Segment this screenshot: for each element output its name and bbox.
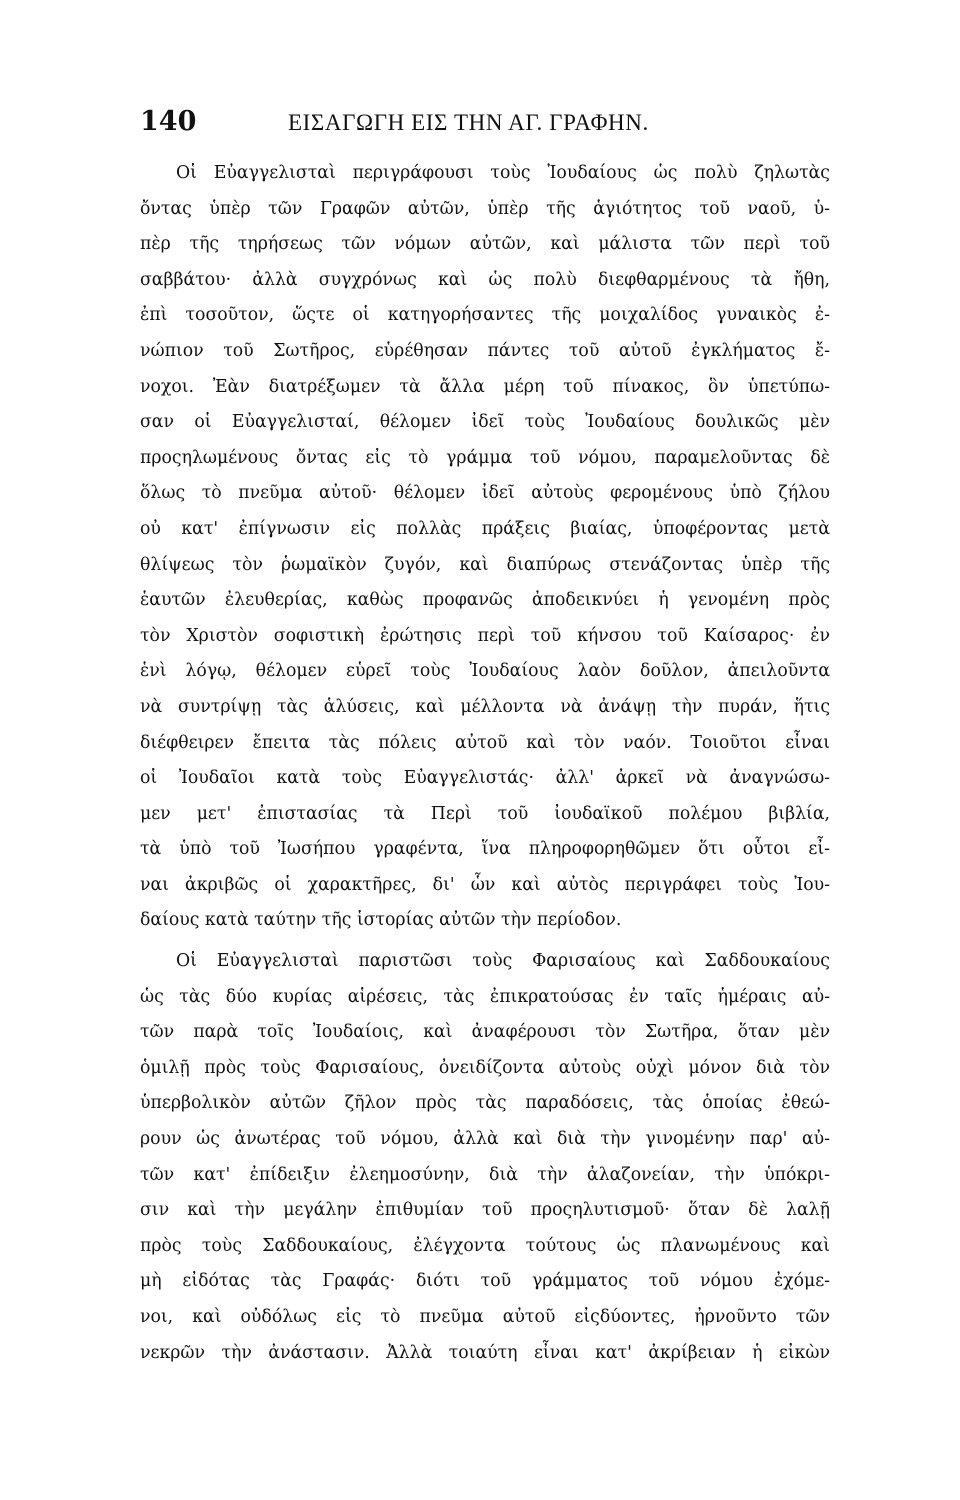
paragraph <box>140 944 830 1371</box>
text-line: νεκρῶν τὴν ἀνάστασιν. Ἀλλὰ τοιαύτη εἶναι κατ' ἀκρίβειαν ἡ εἰκὼν <box>140 1342 830 1363</box>
text-line: δαίους κατὰ ταύτην τῆς ἱστορίας αὐτῶν τὴν περίοδον. <box>140 910 622 931</box>
text-line: πὲρ τῆς τηρήσεως τῶν νόμων αὐτῶν, καὶ μάλιστα τῶν περὶ τοῦ <box>140 234 830 255</box>
text-line: τὸν Χριστὸν σοφιστικὴ ἐρώτησις περὶ τοῦ κήνσου τοῦ Καίσαρος· ἐν <box>140 625 830 646</box>
text-line: οἱ Ἰουδαῖοι κατὰ τοὺς Εὐαγγελιστάς· ἀλλ' ἀρκεῖ νὰ ἀναγνώσω- <box>140 768 830 789</box>
text-line: ἑαυτῶν ἐλευθερίας, καθὼς προφανῶς ἀποδεικνύει ἡ γενομένη πρὸς <box>140 590 830 611</box>
text-line: πρὸς τοὺς Σαδδουκαίους, ἐλέγχοντα τούτους ὡς πλανωμένους καὶ <box>140 1235 830 1256</box>
text-line: Οἱ Εὐαγγελισταὶ περιγράφουσι τοὺς Ἰουδαίους ὡς πολὺ ζηλωτὰς <box>176 163 830 183</box>
text-line: ὅλως τὸ πνεῦμα αὐτοῦ· θέλομεν ἰδεῖ αὐτοὺς φερομένους ὑπὸ ζήλου <box>140 483 830 504</box>
text-line: θλίψεως τὸν ῥωμαϊκὸν ζυγόν, καὶ διαπύρως στενάζοντας ὑπὲρ τῆς <box>140 554 830 575</box>
text-line: ὁμιλῇ πρὸς τοὺς Φαρισαίους, ὀνειδίζοντα αὐτοὺς οὐχὶ μόνον διὰ τὸν <box>140 1057 830 1078</box>
text-line: σαν οἱ Εὐαγγελισταί, θέλομεν ἰδεῖ τοὺς Ἰουδαίους δουλικῶς μὲν <box>140 412 830 433</box>
body-text <box>140 156 830 1371</box>
running-title: ΕΙΣΑΓΩΓΗ ΕΙΣ ΤΗΝ ΑΓ. ΓΡΑΦΗΝ. <box>288 110 649 135</box>
text-line: νοι, καὶ οὐδόλως εἰς τὸ πνεῦμα αὐτοῦ εἰςδύοντες, ἠρνοῦντο τῶν <box>140 1307 830 1327</box>
text-line: ἑνὶ λόγῳ, θέλομεν εὑρεῖ τοὺς Ἰουδαίους λαὸν δοῦλον, ἀπειλοῦντα <box>140 661 830 682</box>
text-line: μεν μετ' ἐπιστασίας τὰ Περὶ τοῦ ἰουδαϊκοῦ πολέμου βιβλία, <box>140 803 830 824</box>
text-line: ναι ἀκριβῶς οἱ χαρακτῆρες, δι' ὧν καὶ αὐτὸς περιγράφει τοὺς Ἰου- <box>140 874 830 895</box>
text-line: Οἱ Εὐαγγελισταὶ παριστῶσι τοὺς Φαρισαίους καὶ Σαδδουκαίους <box>176 951 830 972</box>
text-line: τὰ ὑπὸ τοῦ Ἰωσήπου γραφέντα, ἵνα πληροφορηθῶμεν ὅτι οὗτοι εἶ- <box>140 839 830 860</box>
text-line: διέφθειρεν ἔπειτα τὰς πόλεις αὐτοῦ καὶ τὸν ναόν. Τοιοῦτοι εἶναι <box>140 732 830 753</box>
page-header <box>140 106 840 146</box>
paragraph <box>140 156 830 939</box>
text-line: σαββάτου· ἀλλὰ συγχρόνως καὶ ὡς πολὺ διεφθαρμένους τὰ ἤθη, <box>140 269 830 290</box>
text-line: μὴ εἰδότας τὰς Γραφάς· διότι τοῦ γράμματος τοῦ νόμου ἐχόμε- <box>140 1271 830 1292</box>
text-line: τῶν κατ' ἐπίδειξιν ἐλεημοσύνην, διὰ τὴν ἀλαζονείαν, τὴν ὑπόκρι- <box>140 1164 830 1185</box>
text-line: προςηλωμένους ὄντας εἰς τὸ γράμμα τοῦ νόμου, παραμελοῦντας δὲ <box>140 447 830 468</box>
text-line: οὐ κατ' ἐπίγνωσιν εἰς πολλὰς πράξεις βιαίας, ὑποφέροντας μετὰ <box>140 518 830 539</box>
text-line: ὑπερβολικὸν αὐτῶν ζῆλον πρὸς τὰς παραδόσεις, τὰς ὁποίας ἐθεώ- <box>140 1093 830 1114</box>
text-line: σιν καὶ τὴν μεγάλην ἐπιθυμίαν τοῦ προςηλυτισμοῦ· ὅταν δὲ λαλῇ <box>140 1200 830 1221</box>
page-number: 140 <box>140 106 197 137</box>
text-line: ἐπὶ τοσοῦτον, ὥςτε οἱ κατηγορήσαντες τῆς μοιχαλίδος γυναικὸς ἐ- <box>140 305 830 326</box>
text-line: ρουν ὡς ἀνωτέρας τοῦ νόμου, ἀλλὰ καὶ διὰ τὴν γινομένην παρ' αὐ- <box>140 1129 830 1150</box>
text-line: τῶν παρὰ τοῖς Ἰουδαίοις, καὶ ἀναφέρουσι τὸν Σωτῆρα, ὅταν μὲν <box>140 1022 830 1043</box>
text-line: νοχοι. Ἐὰν διατρέξωμεν τὰ ἄλλα μέρη τοῦ πίνακος, ὃν ὑπετύπω- <box>140 376 830 397</box>
text-line: ὡς τὰς δύο κυρίας αἱρέσεις, τὰς ἐπικρατούσας ἐν ταῖς ἡμέραις αὐ- <box>140 986 830 1007</box>
text-line: νὰ συντρίψῃ τὰς ἁλύσεις, καὶ μέλλοντα νὰ ἀνάψῃ τὴν πυράν, ἥτις <box>140 696 830 717</box>
text-line: ὄντας ὑπὲρ τῶν Γραφῶν αὐτῶν, ὑπὲρ τῆς ἁγιότητος τοῦ ναοῦ, ὑ- <box>140 198 830 219</box>
text-line: νώπιον τοῦ Σωτῆρος, εὑρέθησαν πάντες τοῦ αὐτοῦ ἐγκλήματος ἔ- <box>140 340 830 361</box>
